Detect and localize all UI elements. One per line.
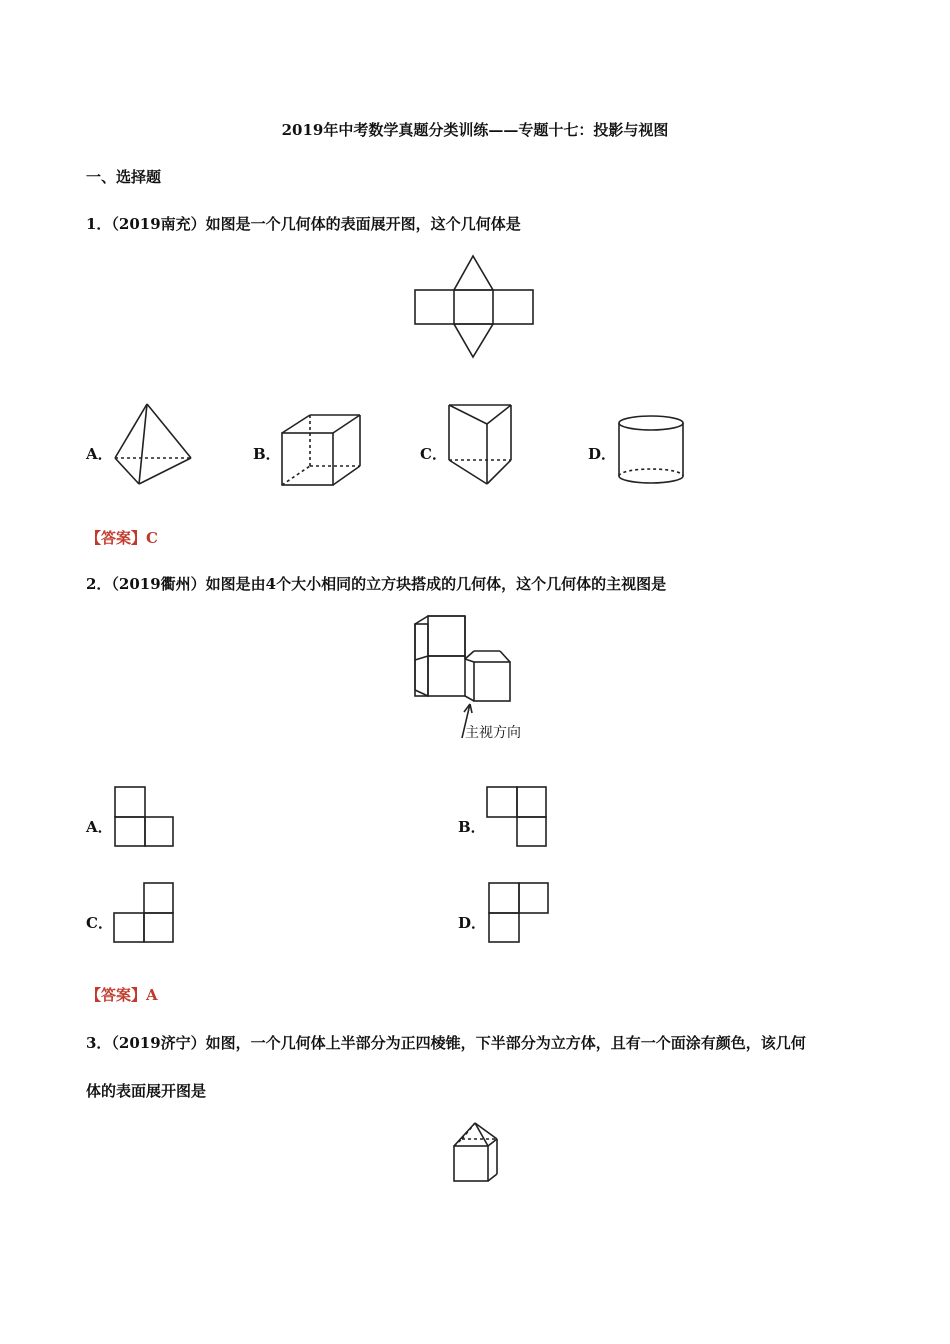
q2-answer-label: 【答案】 [86, 986, 147, 1004]
question-2-stem: 2．（2019衢州）如图是由4个大小相同的立方块搭成的几何体，这个几何体的主视图是 [86, 575, 667, 593]
question-3-stem-line-2: 体的表面展开图是 [86, 1082, 207, 1100]
q1-option-d-label[interactable]: D． [588, 445, 617, 463]
question-1-stem: 1．（2019南充）如图是一个几何体的表面展开图，这个几何体是 [86, 215, 521, 233]
q1-option-b-label[interactable]: B． [253, 445, 281, 463]
section-heading: 一、选择题 [86, 168, 162, 186]
q2-option-a-label[interactable]: A． [86, 818, 113, 836]
page-title: 2019年中考数学真题分类训练——专题十七：投影与视图 [281, 121, 669, 139]
question-3-stem-line-1: 3．（2019济宁）如图，一个几何体上半部分为正四棱锥，下半部分为立方体，且有一个面涂有颜色，该几何 [86, 1034, 806, 1052]
q1-answer-label: 【答案】 [86, 529, 147, 547]
q2-view-direction-caption: 主视方向 [465, 725, 521, 741]
q2-option-d-label[interactable]: D． [458, 914, 487, 932]
q1-option-c-label[interactable]: C． [420, 445, 447, 463]
q1-option-a-label[interactable]: A． [86, 445, 113, 463]
q1-answer-value: C [146, 529, 158, 547]
q2-answer-value: A [146, 986, 158, 1004]
q2-option-c-label[interactable]: C． [86, 914, 113, 932]
q2-option-b-label[interactable]: B． [458, 818, 486, 836]
